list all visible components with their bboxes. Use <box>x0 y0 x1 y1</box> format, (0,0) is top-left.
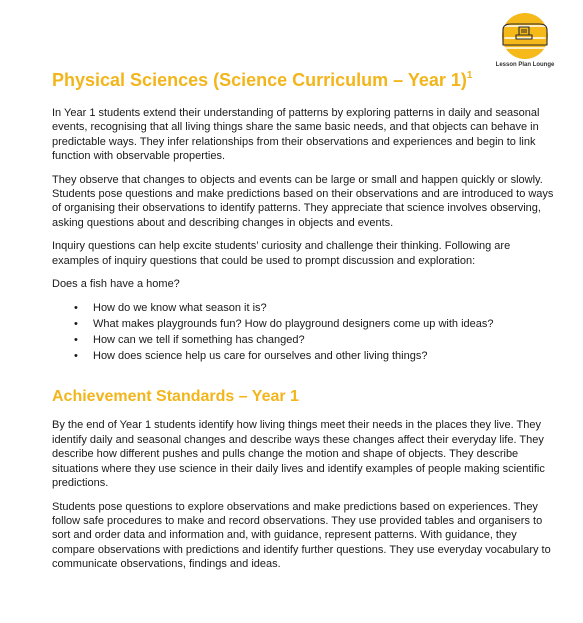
list-item: • How can we tell if something has changed? <box>93 332 557 348</box>
list-item: • How does science help us care for ourselves and other living things? <box>93 348 557 364</box>
list-item: • How do we know what season it is? <box>93 300 557 316</box>
paragraph: By the end of Year 1 students identify how living things meet their needs in the places they live. They identify daily and seasonal changes and describe ways these changes affect their everyday life. They describe how different pushes and pulls change the motion and shape of objects. They describe situations where they use science in their daily lives and identify examples of people making scientific predictions. <box>52 419 545 490</box>
paragraph: In Year 1 students extend their understanding of patterns by exploring patterns in daily and seasonal events, recognising that all living things share the same basic needs, and that objects can behave in predictable ways. They infer relationships from their observations and experiences and begin to link function with observable properties. <box>52 107 540 163</box>
section-heading-physical-sciences <box>52 68 557 92</box>
inquiry-question-list <box>52 300 557 364</box>
section-heading-achievement-standards: Achievement Standards – Year 1 <box>52 388 299 406</box>
paragraph: They observe that changes to objects and events can be large or small and happen quickly or slowly. Students pose questions and make predictions based on their observations and are introduced to ways of organising their observations to identify patterns. They appreciate that science involves observing, asking questions about and describing changes in objects and events. <box>52 173 554 229</box>
footnote-marker: 1 <box>466 70 473 81</box>
sofa-icon <box>489 12 561 64</box>
logo-text: Lesson Plan Lounge <box>495 62 555 68</box>
list-item: • What makes playgrounds fun? How do playground designers come up with ideas? <box>93 316 557 332</box>
paragraph: Students pose questions to explore observations and make predictions based on experiences. They follow safe procedures to make and record observations. They use provided tables and organisers to sort and order data and information and, with guidance, represent patterns. With guidance, they compare observations with predictions and identify further questions. They use everyday vocabulary to communicate observations, findings and ideas. <box>52 500 551 571</box>
lesson-plan-lounge-logo <box>489 12 561 74</box>
inquiry-lead-question: Does a fish have a home? <box>52 278 180 291</box>
document-body <box>52 68 557 581</box>
heading-text: Physical Sciences (Science Curriculum – Year 1) <box>52 70 467 90</box>
paragraph: Inquiry questions can help excite students’ curiosity and challenge their thinking. Following are examples of inquiry questions that could be used to prompt discussion and exploration: <box>52 240 511 267</box>
